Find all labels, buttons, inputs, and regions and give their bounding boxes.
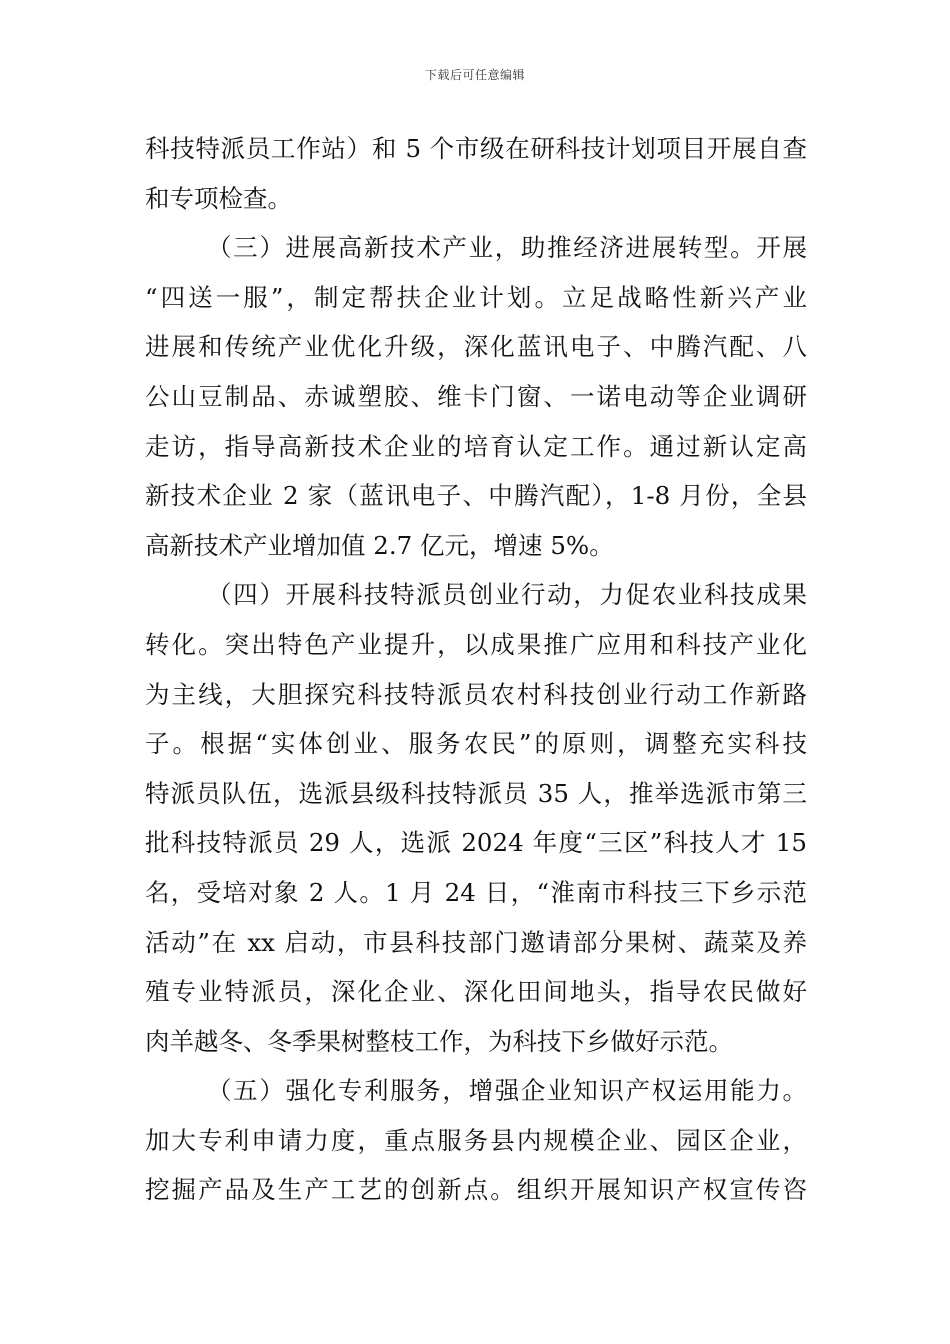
text-line: 殖专业特派员，深化企业、深化田间地头，指导农民做好: [145, 977, 807, 1007]
text-line: 走访，指导高新技术企业的培育认定工作。通过新认定高: [145, 431, 807, 461]
text-line: （四）开展科技特派员创业行动，力促农业科技成果: [207, 580, 807, 610]
text-line: （五）强化专利服务，增强企业知识产权运用能力。: [207, 1076, 807, 1106]
text-line: 加大专利申请力度，重点服务县内规模企业、园区企业，: [145, 1125, 807, 1155]
text-line: 新技术企业 2 家（蓝讯电子、中腾汽配），1-8 月份，全县: [145, 481, 807, 511]
text-line: 公山豆制品、赤诚塑胶、维卡门窗、一诺电动等企业调研: [145, 381, 807, 411]
text-line: 为主线，大胆探究科技特派员农村科技创业行动工作新路: [145, 679, 807, 709]
text-line: 特派员队伍，选派县级科技特派员 35 人，推举选派市第三: [145, 778, 807, 808]
text-line: 高新技术产业增加值 2.7 亿元，增速 5%。: [145, 530, 614, 560]
text-line: （三）进展高新技术产业，助推经济进展转型。开展: [207, 233, 807, 263]
page-header: 下载后可任意编辑: [424, 68, 525, 82]
text-line: 批科技特派员 29 人，选派 2024 年度“三区”科技人才 15: [145, 828, 807, 858]
text-line: 活动”在 xx 启动，市县科技部门邀请部分果树、蔬菜及养: [145, 927, 807, 957]
text-line: 科技特派员工作站）和 5 个市级在研科技计划项目开展自查: [145, 134, 807, 163]
text-line: 进展和传统产业优化升级，深化蓝讯电子、中腾汽配、八: [145, 332, 807, 362]
text-line: 挖掘产品及生产工艺的创新点。组织开展知识产权宣传咨: [145, 1175, 807, 1205]
text-line: 子。根据“实体创业、服务农民”的原则，调整充实科技: [145, 729, 807, 759]
document-body: [145, 124, 807, 1215]
text-line: 肉羊越冬、冬季果树整枝工作，为科技下乡做好示范。: [145, 1026, 733, 1056]
text-line: 和专项检查。: [145, 183, 292, 213]
text-line: 名，受培对象 2 人。1 月 24 日，“淮南市科技三下乡示范: [145, 877, 807, 907]
text-line: “四送一服”，制定帮扶企业计划。立足战略性新兴产业: [145, 282, 807, 312]
text-line: 转化。突出特色产业提升，以成果推广应用和科技产业化: [145, 629, 807, 659]
